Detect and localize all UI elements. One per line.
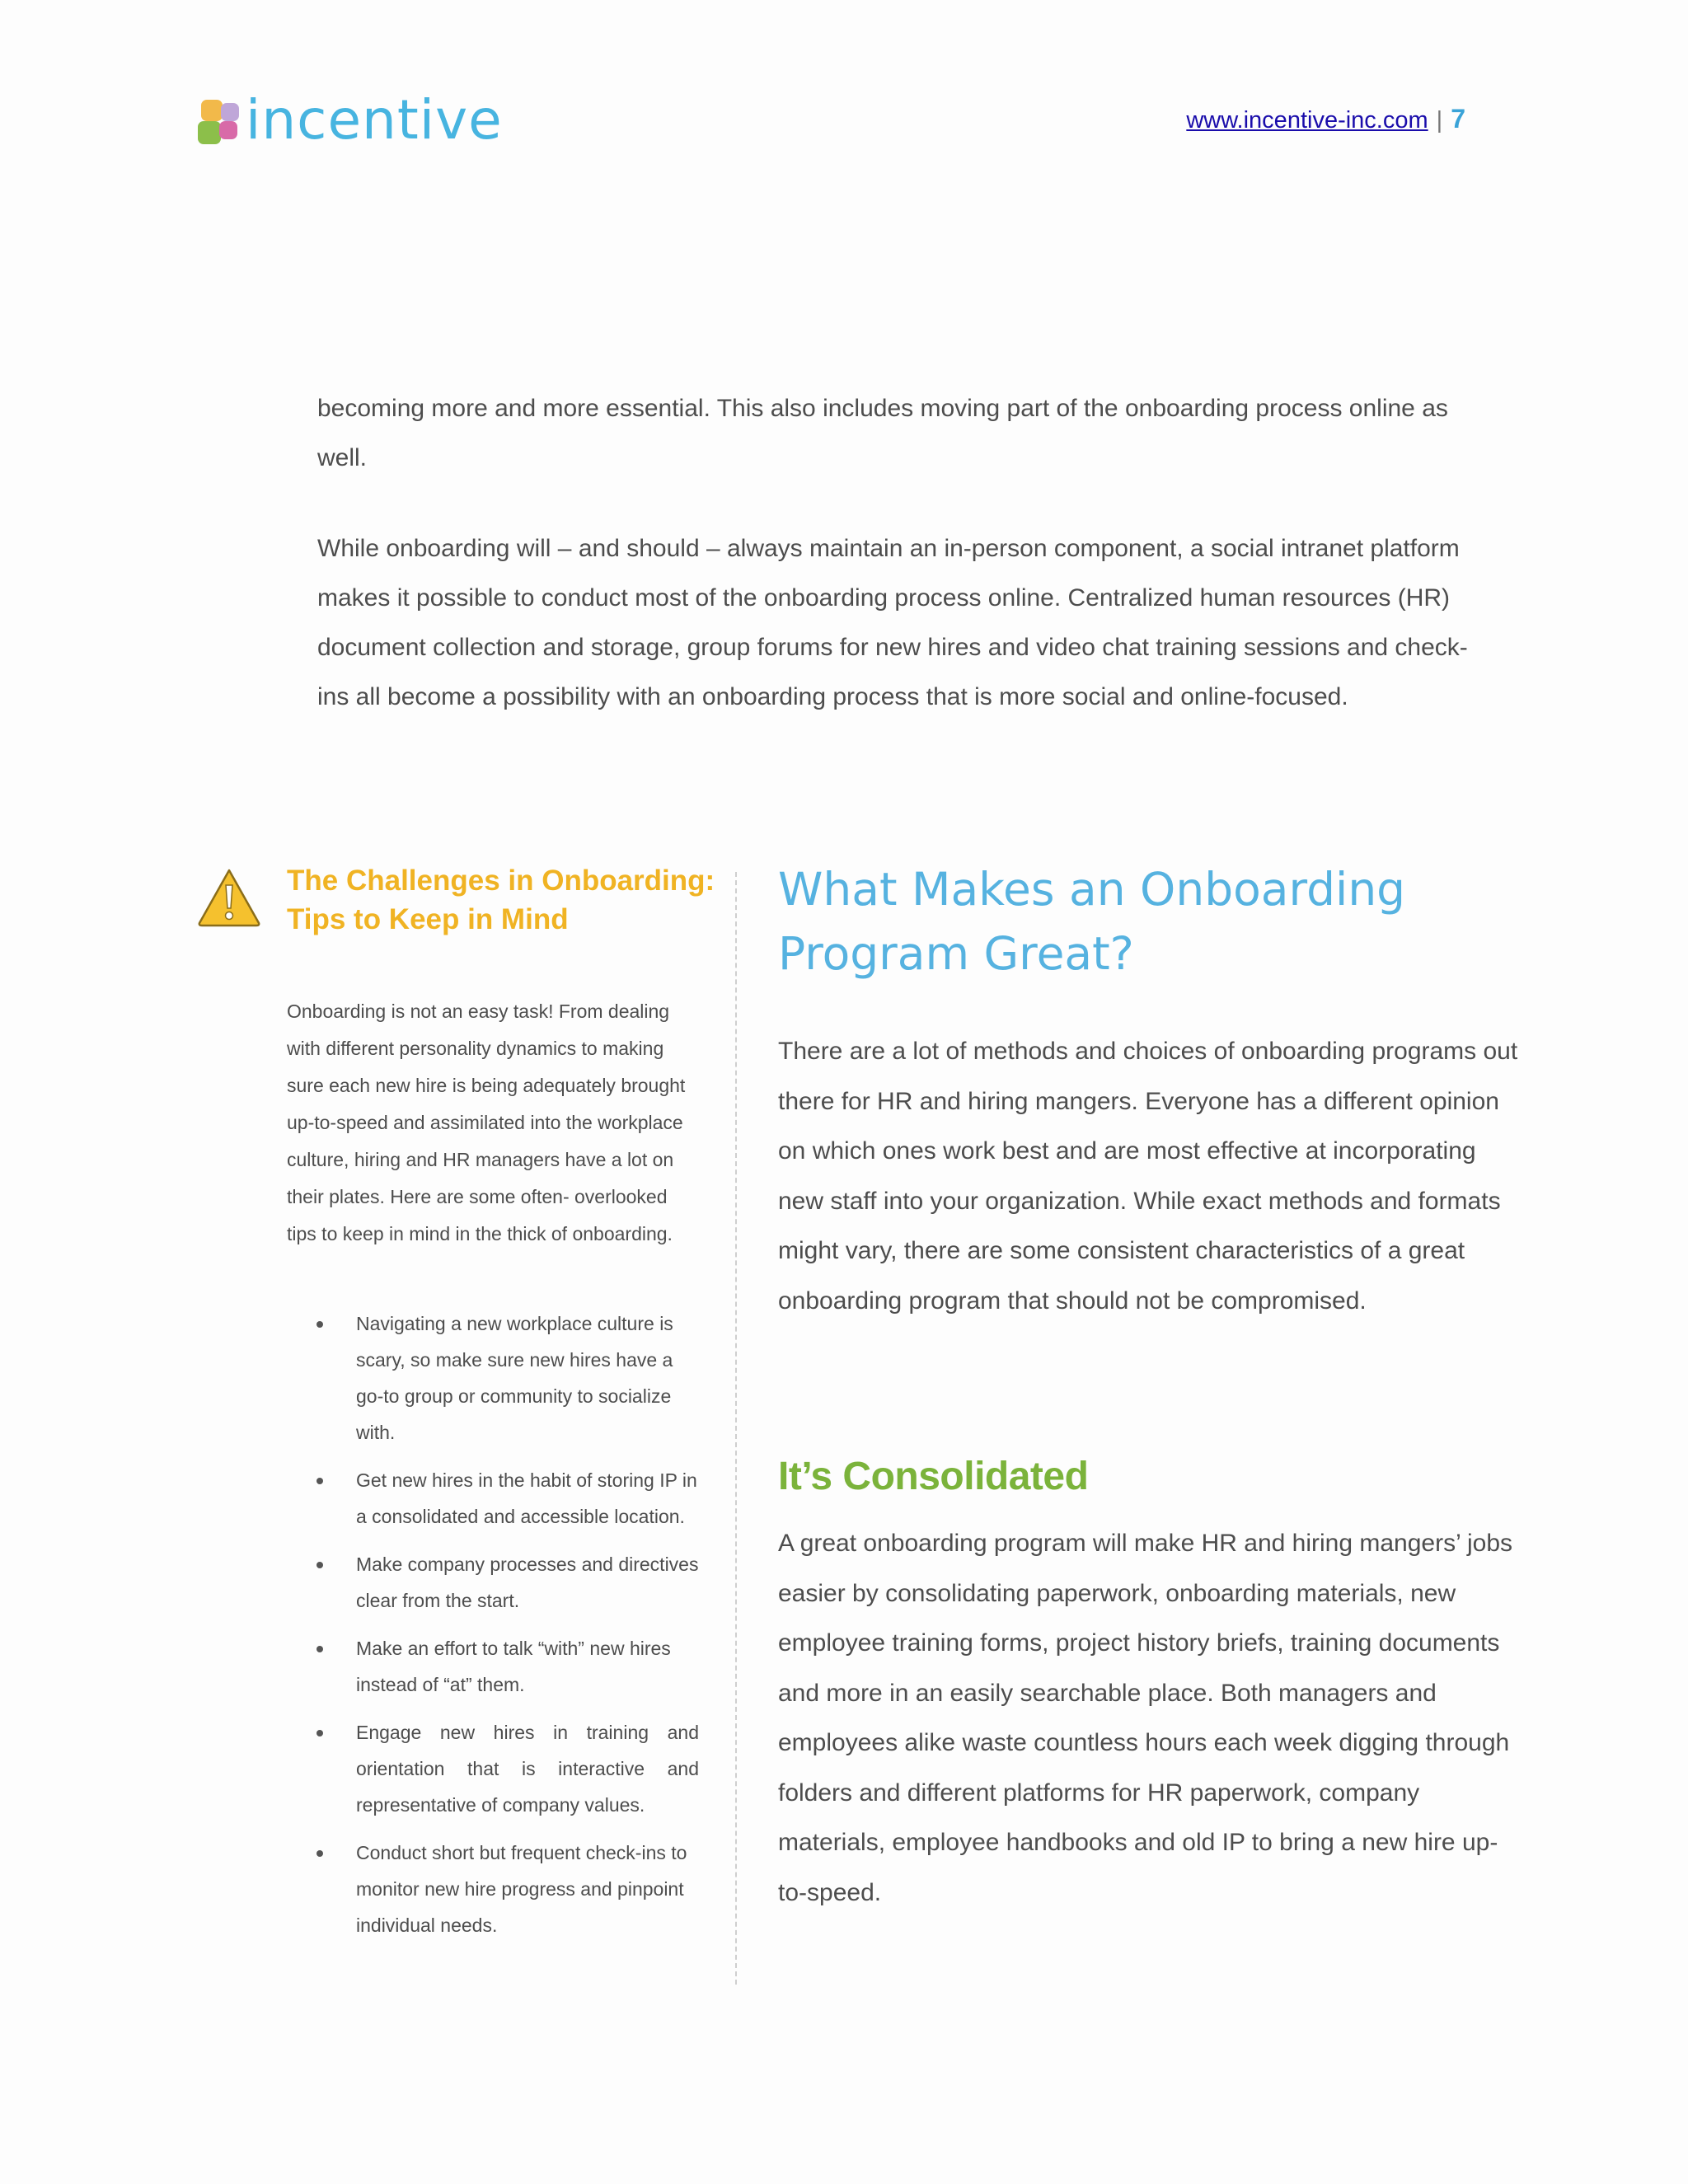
incentive-logo[interactable] — [198, 89, 503, 151]
main-title: What Makes an Onboarding Program Great? — [778, 863, 1406, 980]
logo-mark-icon — [198, 95, 244, 146]
tip-item: Make an effort to talk “with” new hires instead of “at” them. — [287, 1630, 699, 1703]
page-number: 7 — [1451, 104, 1465, 134]
intro-paragraph-1: becoming more and more essential. This also includes moving part of the onboarding process online as well. — [317, 395, 1448, 471]
tip-item: Engage new hires in training and orientation that is interactive and representative of company values. — [287, 1714, 699, 1823]
main-body — [778, 1027, 1520, 1326]
header-separator: | — [1436, 107, 1443, 134]
page-header-info — [1186, 104, 1465, 135]
section-body — [778, 1519, 1520, 1918]
warning-icon — [196, 867, 262, 928]
logo-text: incentive — [246, 87, 503, 152]
tip-item: Make company processes and directives clear from the start. — [287, 1546, 699, 1619]
sidebar-body: Onboarding is not an easy task! From dealing with different personality dynamics to making sure each new hire is being adequately brought up-to-speed and assimilated into the workplace culture, hiring and HR managers have a lot on their plates. Here are some often- overlooked tips to keep in mind in the thick of onboarding. — [287, 1001, 686, 1244]
sidebar-title: The Challenges in Onboarding: Tips to Keep in Mind — [287, 865, 715, 935]
main-paragraph: There are a lot of methods and choices of onboarding programs out there for HR and hiring mangers. Everyone has a different opinion on which ones work best and are most effective at incorporating new staff into your organization. While exact methods and formats might vary, there are some consistent characteristics of a great onboarding program that should not be compromised. — [778, 1038, 1518, 1315]
section-paragraph: A great onboarding program will make HR and hiring mangers’ jobs easier by consolidating paperwork, onboarding materials, new employee training forms, project history briefs, training documents and more in an easily searchable place. Both managers and employees alike waste countless hours each week digging through folders and different platforms for HR paperwork, company materials, employee handbooks and old IP to bring a new hire up-to-speed. — [778, 1530, 1513, 1906]
intro-paragraph-2: While onboarding will – and should – always maintain an in-person component, a social intranet platform makes it possible to conduct most of the onboarding process online. Centralized human resources (HR) document collection and storage, group forums for new hires and video chat training sessions and check-ins all become a possibility with an onboarding process that is more social and online-focused. — [317, 535, 1468, 710]
intro-text — [317, 384, 1488, 722]
column-divider — [735, 872, 737, 1985]
tips-list — [287, 1305, 699, 1955]
tip-item: Get new hires in the habit of storing IP in a consolidated and accessible location. — [287, 1462, 699, 1535]
website-link[interactable]: www.incentive-inc.com — [1186, 107, 1428, 134]
tip-item: Conduct short but frequent check-ins to monitor new hire progress and pinpoint individual needs. — [287, 1835, 699, 1943]
tip-item: Navigating a new workplace culture is scary, so make sure new hires have a go-to group or community to socialize with. — [287, 1305, 699, 1451]
section-title: It’s Consolidated — [778, 1455, 1089, 1498]
